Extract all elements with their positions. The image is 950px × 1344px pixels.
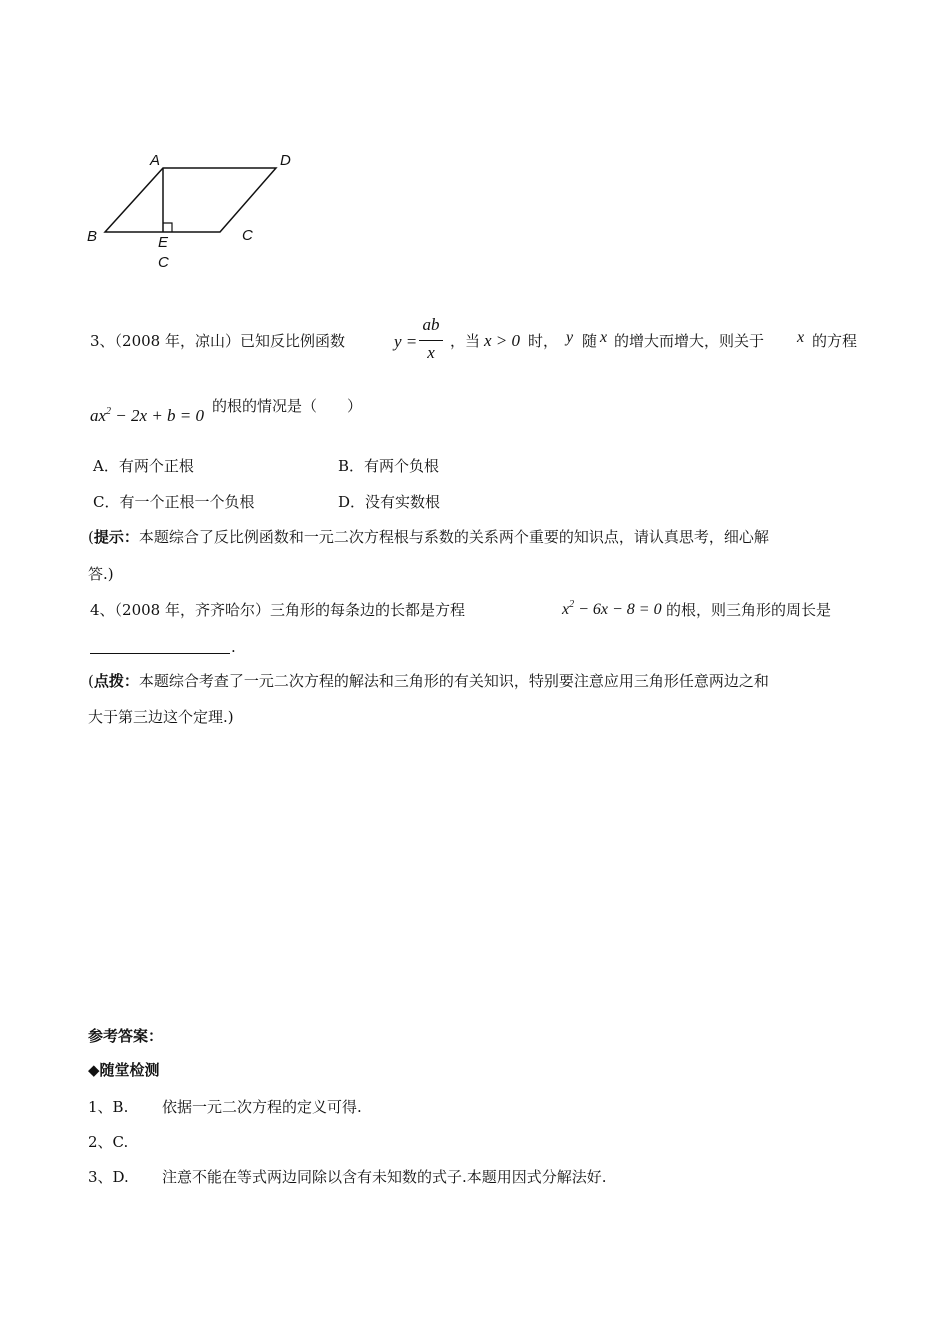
q4-tip-text1: 本题综合考查了一元二次方程的解法和三角形的有关知识，特别要注意应用三角形任意两边之和: [138, 672, 769, 690]
q4-prefix: 4、（2008 年，齐齐哈尔）三角形的每条边的长都是方程: [90, 601, 465, 619]
q4-eq-b: − 6x − 8 = 0: [574, 601, 662, 618]
q4-answer-blank: [90, 652, 230, 654]
q4-tip-open: (: [88, 672, 94, 690]
q4-tip-line2: 大于第三边这个定理.): [88, 708, 234, 726]
answer-1-num: 1、B.: [88, 1098, 129, 1116]
q3-cond: x > 0: [484, 331, 521, 350]
parallelogram-shape: [105, 168, 276, 232]
q3-frac-num: ab: [422, 315, 440, 334]
q3-x2: x: [797, 329, 805, 346]
q3-eq-b: − 2x + b = 0: [111, 406, 205, 425]
answer-1-text: 依据一元二次方程的定义可得.: [162, 1098, 362, 1116]
q4-tail: 的根，则三角形的周长是: [666, 601, 832, 619]
q3-option-b: B．有两个负根: [338, 457, 440, 475]
answer-2-num: 2、C.: [88, 1133, 129, 1151]
label-B: B: [87, 228, 98, 245]
q3-hint-label: 提示：: [93, 528, 139, 546]
q3-option-a: A．有两个正根: [93, 457, 194, 475]
q3-option-d: D．没有实数根: [338, 493, 441, 511]
right-angle-mark: [163, 223, 172, 232]
q3-frac-bar: [419, 340, 443, 341]
q3-option-c: C．有一个正根一个负根: [93, 493, 255, 511]
q3-hint-open: (: [88, 528, 94, 546]
label-E: E: [158, 234, 169, 251]
q3-line2-tail: 的根的情况是（ ）: [212, 397, 363, 415]
q3-y: y: [566, 329, 574, 346]
q3-line1: [90, 332, 345, 351]
q4-eq-exp: 2: [569, 599, 575, 610]
q3-sui: 随: [582, 332, 598, 350]
q3-mid1: ，当: [450, 332, 481, 350]
answers-title: 参考答案：: [88, 1027, 164, 1045]
q4-tip-line1: [88, 672, 769, 691]
q4-blank-end: .: [231, 638, 236, 656]
q3-hint-line1: [88, 528, 769, 547]
q3-frac-den: x: [427, 343, 435, 362]
q3-hint-text1: 本题综合了反比例函数和一元二次方程根与系数的关系两个重要的知识点，请认真思考，细心解: [138, 528, 769, 546]
q4-eq-a: x: [562, 601, 570, 618]
q4-equation: [562, 599, 662, 620]
q3-equation: [90, 405, 204, 426]
q3-eq-a: ax: [90, 406, 107, 425]
answer-3-num: 3、D.: [88, 1168, 129, 1186]
label-C-below: C: [158, 254, 169, 271]
q3-x1: x: [600, 329, 608, 346]
q3-eq-exp: 2: [106, 406, 112, 417]
q4-tip-label: 点拨：: [93, 672, 139, 690]
q3-prefix: 3、（2008 年，凉山）已知反比例函数: [90, 332, 345, 350]
parallelogram-figure: [80, 145, 400, 285]
label-D: D: [280, 152, 291, 169]
answer-3-text: 注意不能在等式两边同除以含有未知数的式子.本题用因式分解法好.: [162, 1168, 607, 1186]
q3-mid2: 时，: [528, 332, 559, 350]
answers-section: ◆随堂检测: [88, 1061, 160, 1079]
q3-tail: 的方程: [812, 332, 858, 350]
label-A: A: [150, 152, 161, 169]
q3-formula-lhs: y =: [394, 332, 418, 351]
q3-hint-line2: 答.): [88, 565, 114, 583]
q3-mid3: 的增大而增大，则关于: [614, 332, 765, 350]
label-C: C: [242, 227, 253, 244]
